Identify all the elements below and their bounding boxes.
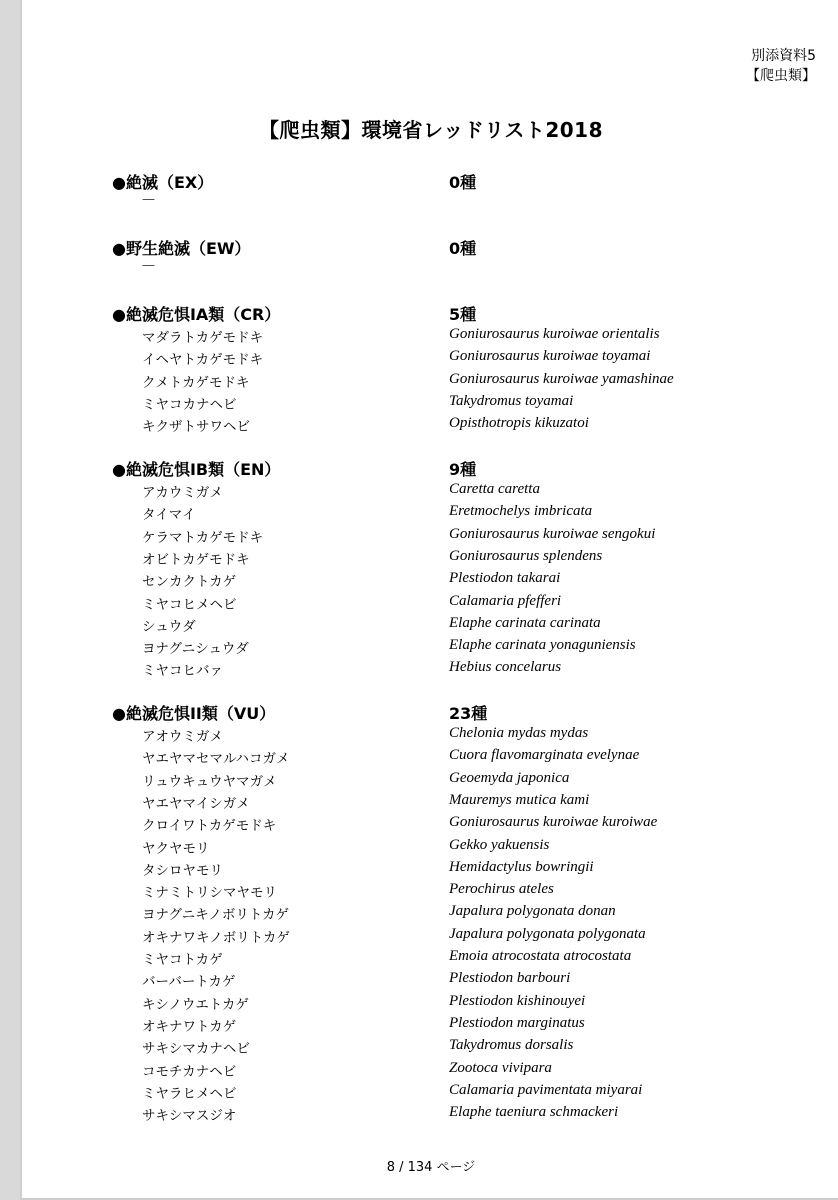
species-row [142, 859, 762, 879]
japanese-name: アカウミガメ [142, 485, 223, 501]
scientific-name: Elaphe carinata yonaguniensis [449, 637, 636, 654]
scientific-name: Japalura polygonata polygonata [449, 925, 646, 942]
category-count: 0種 [449, 239, 477, 258]
species-row [142, 970, 762, 990]
japanese-name: ケラマトカゲモドキ [142, 529, 264, 546]
scientific-name: Plestiodon kishinouyei [449, 992, 586, 1009]
species-row [142, 393, 762, 413]
scientific-name: Hebius concelarus [449, 659, 562, 676]
japanese-name: タシロヤモリ [142, 862, 223, 879]
species-row [142, 837, 762, 857]
scientific-name: Goniurosaurus kuroiwae sengokui [449, 525, 656, 542]
species-row [142, 792, 762, 812]
page-number: 8 / 134 ページ [386, 1160, 476, 1175]
scientific-name: Gekko yakuensis [449, 836, 550, 853]
species-row [142, 770, 762, 790]
category-heading [112, 457, 752, 479]
species-row [142, 481, 762, 501]
japanese-name: マダラトカゲモドキ [142, 330, 264, 346]
species-row [142, 747, 762, 767]
japanese-name: オビトカゲモドキ [142, 551, 250, 568]
species-row [142, 593, 762, 613]
scientific-name: Perochirus ateles [449, 881, 554, 898]
species-row [142, 326, 762, 346]
japanese-name: アオウミガメ [142, 729, 223, 745]
scientific-name: Goniurosaurus kuroiwae orientalis [449, 326, 660, 342]
species-row [142, 1037, 762, 1057]
category-heading [112, 701, 752, 723]
japanese-name: キシノウエトカゲ [142, 996, 249, 1013]
japanese-name: ミヤコトカゲ [142, 952, 223, 968]
species-row [142, 637, 762, 657]
japanese-name: ヤエヤマセマルハコガメ [142, 751, 290, 768]
species-row [142, 993, 762, 1013]
scientific-name: Goniurosaurus kuroiwae kuroiwae [449, 814, 658, 831]
japanese-name: コモチカナヘビ [142, 1063, 237, 1080]
japanese-name: ミヤコカナヘビ [142, 396, 237, 413]
japanese-name: シュウダ [142, 618, 196, 635]
document-page [20, 0, 838, 1200]
species-row [142, 570, 762, 590]
species-row [142, 503, 762, 523]
species-row [142, 659, 762, 679]
category-count: 5種 [449, 305, 477, 324]
japanese-name: キクザトサワヘビ [142, 419, 250, 436]
scientific-name: Calamaria pfefferi [449, 592, 562, 609]
no-species-dash: — [142, 258, 155, 273]
scientific-name: Plestiodon marginatus [449, 1014, 585, 1031]
species-row [142, 881, 762, 901]
species-row [142, 371, 762, 391]
species-row [142, 1015, 762, 1035]
japanese-name: ヨナグニキノボリトカゲ [142, 907, 290, 924]
scientific-name: Opisthotropis kikuzatoi [449, 415, 589, 432]
category-name: ●野生絶滅（EW） [112, 239, 251, 258]
species-row [142, 415, 762, 435]
japanese-name: オキナワトカゲ [142, 1018, 237, 1035]
japanese-name: クロイワトカゲモドキ [142, 818, 277, 835]
japanese-name: タイマイ [142, 507, 196, 524]
scientific-name: Elaphe taeniura schmackeri [449, 1104, 619, 1121]
category-heading [112, 302, 752, 324]
scientific-name: Chelonia mydas mydas [449, 725, 589, 741]
species-row [142, 1082, 762, 1102]
category-label: 【爬虫類】 [746, 68, 816, 84]
category-heading [112, 170, 752, 192]
scientific-name: Emoia atrocostata atrocostata [449, 948, 632, 964]
attachment-label: 別添資料5 [751, 48, 816, 64]
scientific-name: Plestiodon takarai [449, 570, 561, 587]
scientific-name: Japalura polygonata donan [449, 903, 616, 920]
species-row [142, 948, 762, 968]
category-count: 23種 [449, 704, 488, 723]
scientific-name: Hemidactylus bowringii [449, 858, 594, 875]
species-row [142, 725, 762, 745]
species-row [142, 548, 762, 568]
japanese-name: ミナミトリシマヤモリ [142, 885, 277, 902]
japanese-name: ヤエヤマイシガメ [142, 795, 250, 812]
scientific-name: Eretmochelys imbricata [449, 503, 593, 520]
document-label [746, 46, 816, 86]
species-row [142, 1104, 762, 1124]
category-name: ●絶滅（EX） [112, 173, 214, 192]
category-name: ●絶滅危惧IA類（CR） [112, 305, 281, 324]
species-row [142, 1060, 762, 1080]
japanese-name: リュウキュウヤマガメ [142, 773, 277, 790]
japanese-name: バーバートカゲ [142, 974, 236, 991]
scientific-name: Takydromus dorsalis [449, 1037, 574, 1054]
category-heading [112, 236, 752, 258]
scientific-name: Plestiodon barbouri [449, 970, 571, 987]
japanese-name: イヘヤトカゲモドキ [142, 352, 264, 369]
japanese-name: ミヤコヒバァ [142, 663, 223, 680]
category-count: 9種 [449, 460, 477, 479]
category-count: 0種 [449, 173, 477, 192]
scientific-name: Goniurosaurus splendens [449, 547, 603, 564]
scientific-name: Zootoca vivipara [449, 1059, 552, 1076]
category-name: ●絶滅危惧II類（VU） [112, 704, 276, 723]
scientific-name: Elaphe carinata carinata [449, 614, 601, 631]
japanese-name: センカクトカゲ [142, 574, 237, 591]
species-row [142, 348, 762, 368]
scientific-name: Geoemyda japonica [449, 769, 570, 786]
scientific-name: Caretta caretta [449, 481, 540, 497]
japanese-name: オキナワキノボリトカゲ [142, 929, 290, 946]
japanese-name: クメトカゲモドキ [142, 374, 250, 391]
category-name: ●絶滅危惧IB類（EN） [112, 460, 281, 479]
scientific-name: Goniurosaurus kuroiwae toyamai [449, 348, 651, 365]
japanese-name: ヨナグニシュウダ [142, 641, 249, 658]
japanese-name: ヤクヤモリ [142, 840, 210, 857]
scientific-name: Cuora flavomarginata evelynae [449, 747, 640, 764]
page-title: 【爬虫類】環境省レッドリスト2018 [258, 118, 604, 142]
species-row [142, 814, 762, 834]
species-row [142, 615, 762, 635]
scientific-name: Mauremys mutica kami [449, 791, 590, 808]
species-row [142, 926, 762, 946]
no-species-dash: — [142, 192, 155, 207]
scientific-name: Goniurosaurus kuroiwae yamashinae [449, 370, 674, 387]
scientific-name: Calamaria pavimentata miyarai [449, 1081, 643, 1098]
japanese-name: サキシマカナヘビ [142, 1041, 250, 1058]
japanese-name: サキシマスジオ [142, 1108, 237, 1125]
japanese-name: ミヤラヒメヘビ [142, 1085, 237, 1102]
species-row [142, 526, 762, 546]
scientific-name: Takydromus toyamai [449, 392, 574, 409]
japanese-name: ミヤコヒメヘビ [142, 596, 237, 613]
species-row [142, 903, 762, 923]
